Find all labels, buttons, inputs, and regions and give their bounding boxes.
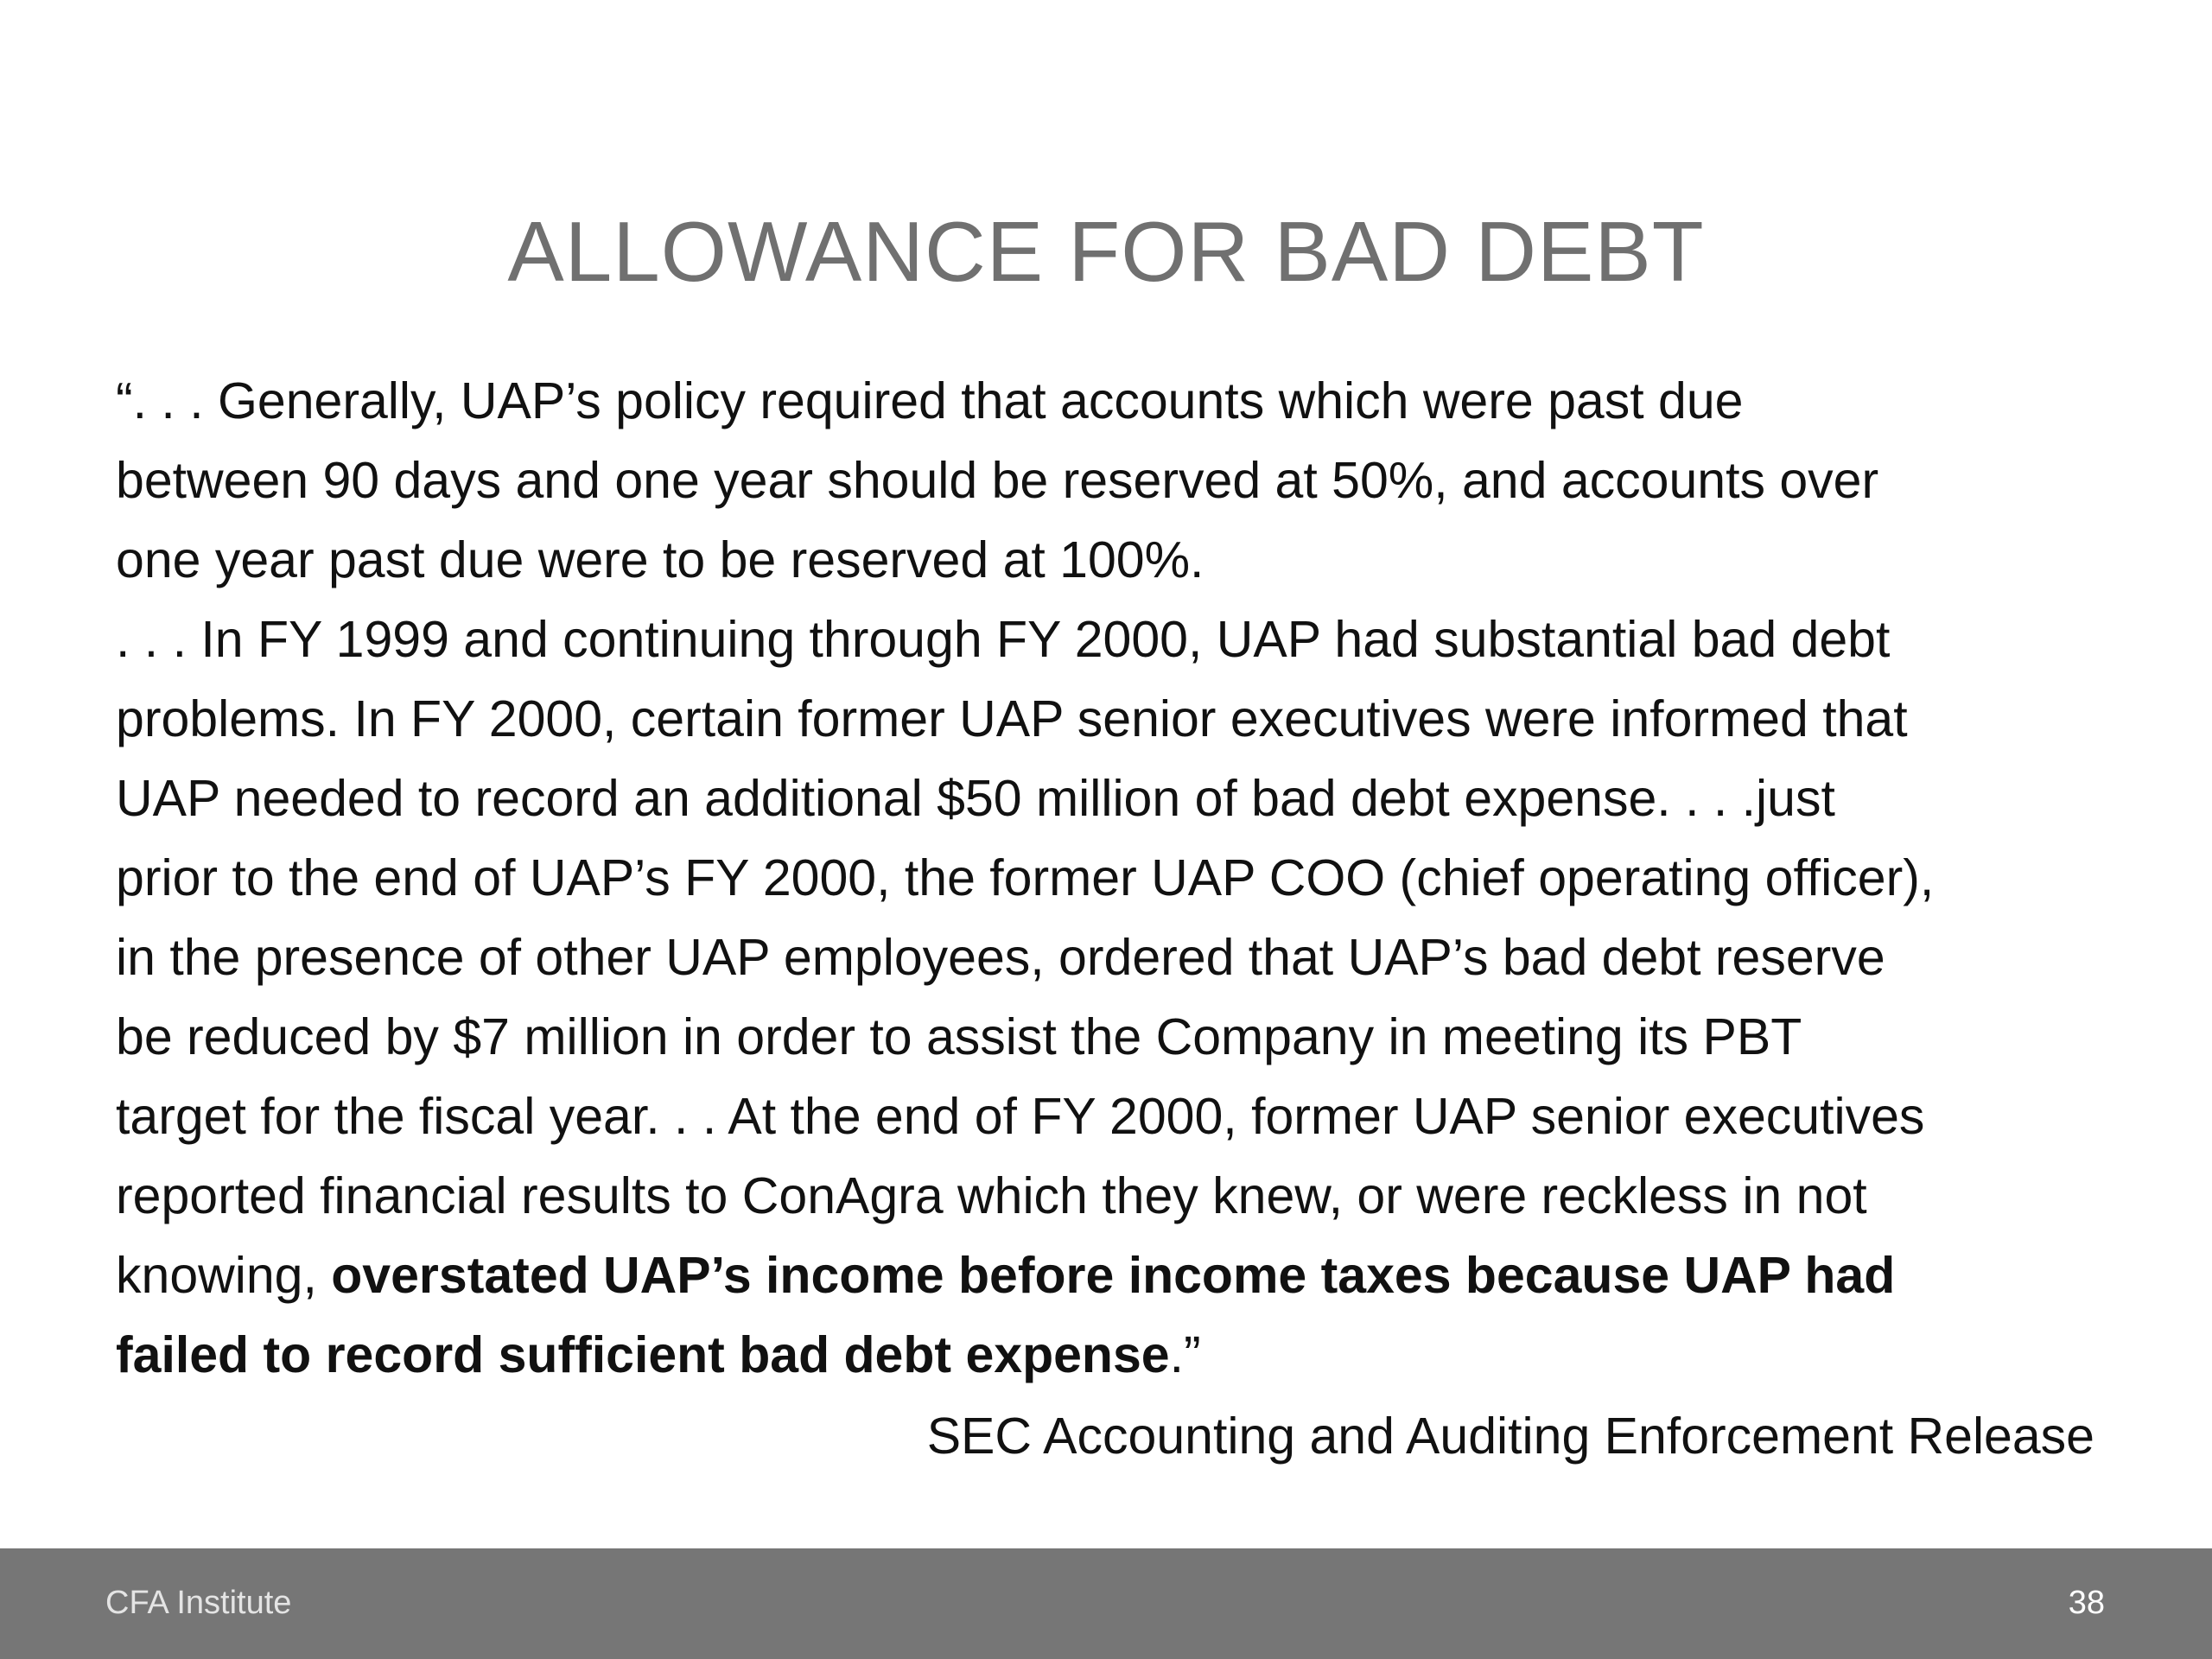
quote-line: reported financial results to ConAgra which they knew, or were reckless in not xyxy=(116,1167,1867,1224)
quote-line-emphasis xyxy=(116,1315,2120,1395)
footer-organization: CFA Institute xyxy=(105,1585,292,1621)
quote-bold-text: failed to record sufficient bad debt expense xyxy=(116,1326,1170,1383)
quote-line: target for the fiscal year. . . At the end of FY 2000, former UAP senior executives xyxy=(116,1088,1925,1145)
quote-line: one year past due were to be reserved at 100%. xyxy=(116,531,1205,588)
quote-bold-text: overstated UAP’s income before income taxes because UAP had xyxy=(331,1247,1896,1304)
quote-plain-text: .” xyxy=(1169,1326,1201,1383)
quote-line: in the presence of other UAP employees, ordered that UAP’s bad debt reserve xyxy=(116,929,1885,986)
quote-line: . . . In FY 1999 and continuing through FY 2000, UAP had substantial bad debt xyxy=(116,611,1891,668)
quote-line-emphasis xyxy=(116,1236,2120,1315)
quote-source: SEC Accounting and Auditing Enforcement Release xyxy=(926,1408,2094,1465)
quote-line: “. . . Generally, UAP’s policy required that accounts which were past due xyxy=(116,372,1744,429)
quote-body xyxy=(116,361,2120,1395)
quote-plain-text: knowing, xyxy=(116,1247,332,1304)
footer-bar xyxy=(0,1548,2212,1659)
quote-line: be reduced by $7 million in order to assist the Company in meeting its PBT xyxy=(116,1008,1802,1065)
quote-line: prior to the end of UAP’s FY 2000, the former UAP COO (chief operating officer), xyxy=(116,849,1935,906)
quote-line: problems. In FY 2000, certain former UAP senior executives were informed that xyxy=(116,690,1908,747)
slide-title: ALLOWANCE FOR BAD DEBT xyxy=(507,204,1705,299)
page-number: 38 xyxy=(2068,1585,2105,1621)
quote-line: UAP needed to record an additional $50 million of bad debt expense. . . .just xyxy=(116,770,1835,827)
quote-line: between 90 days and one year should be reserved at 50%, and accounts over xyxy=(116,452,1879,509)
